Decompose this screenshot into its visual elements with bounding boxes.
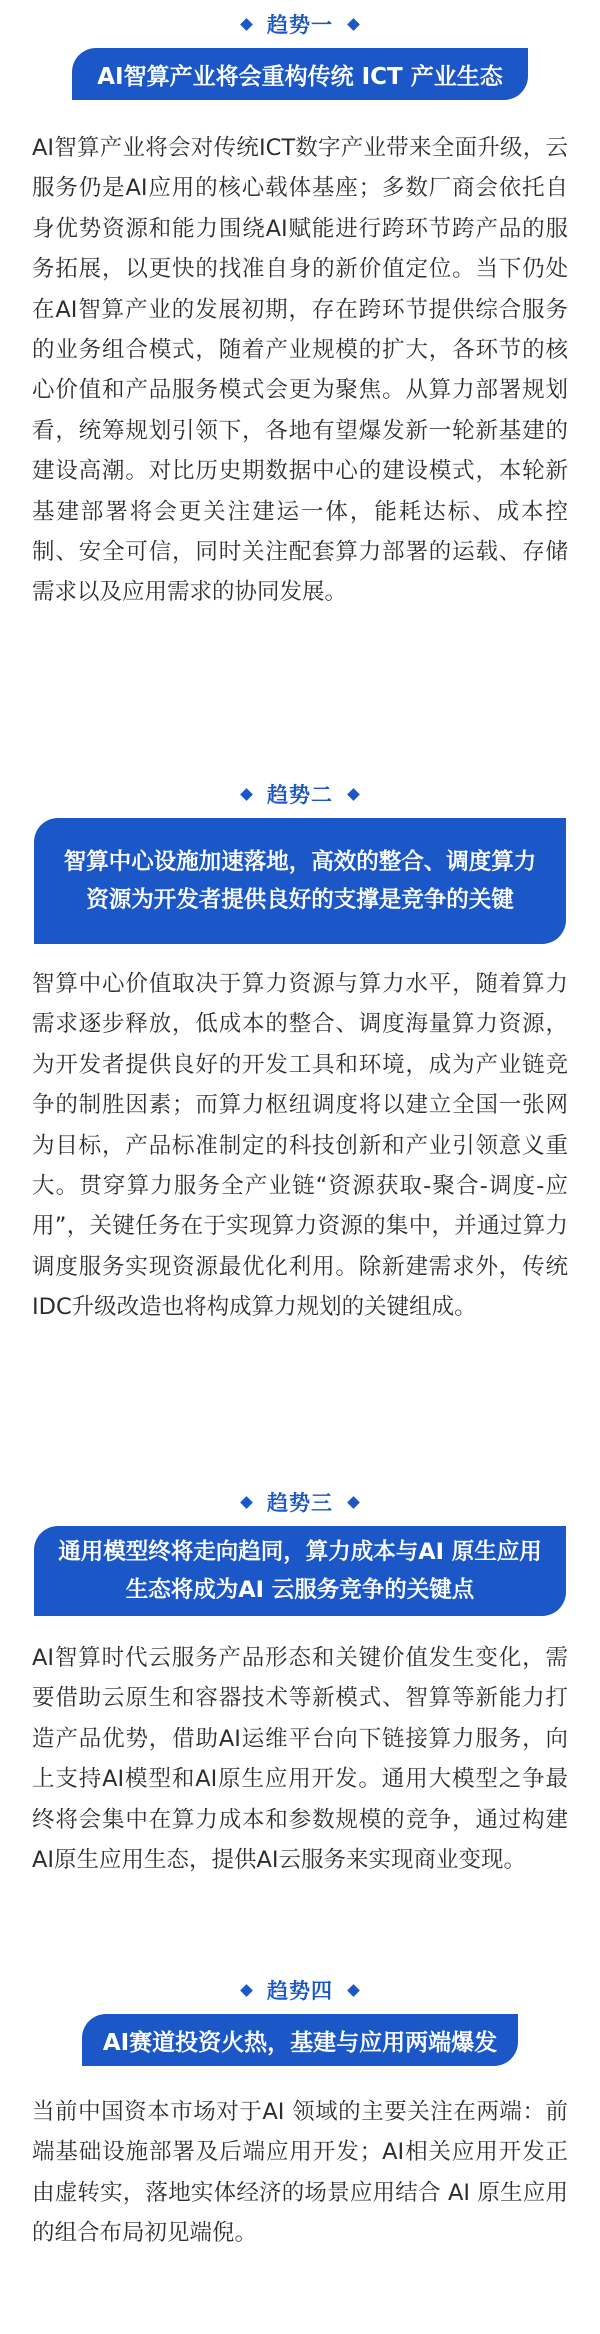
diamond-icon bbox=[240, 1984, 253, 1997]
trend-banner bbox=[34, 818, 566, 944]
diamond-icon bbox=[240, 1496, 253, 1509]
trend-section-2 bbox=[0, 780, 600, 1328]
trend-title: 趋势二 bbox=[267, 783, 333, 807]
diamond-icon bbox=[347, 18, 360, 31]
trend-banner-text: AI智算产业将会重构传统 ICT 产业生态 bbox=[97, 63, 503, 90]
diamond-icon bbox=[347, 788, 360, 801]
trend-label bbox=[0, 1488, 600, 1516]
diamond-icon bbox=[347, 1496, 360, 1509]
diamond-icon bbox=[347, 1984, 360, 1997]
trend-label bbox=[0, 1976, 600, 2004]
trend-title: 趋势一 bbox=[267, 13, 333, 37]
trend-banner-text: 智算中心设施加速落地，高效的整合、调度算力资源为开发者提供良好的支撑是竞争的关键 bbox=[63, 849, 537, 913]
trend-body: AI智算时代云服务产品形态和关键价值发生变化，需要借助云原生和容器技术等新模式、智算等新能力打造产品优势，借助AI运维平台向下链接算力服务，向上支持AI模型和AI原生应用开发。通用大模型之争最终将会集中在算力成本和参数规模的竞争，通过构建AI原生应用生态，提供AI云服务来实现商业变现。 bbox=[32, 1645, 568, 1874]
trend-label bbox=[0, 10, 600, 38]
trend-banner-text: 通用模型终将走向趋同，算力成本与AI 原生应用生态将成为AI 云服务竞争的关键点 bbox=[58, 1539, 542, 1603]
trend-title: 趋势三 bbox=[267, 1491, 333, 1515]
trend-body: 当前中国资本市场对于AI 领域的主要关注在两端：前端基础设施部署及后端应用开发；AI相关应用开发正由虚转实，落地实体经济的场景应用结合 AI 原生应用的组合布局初见端倪。 bbox=[32, 2099, 568, 2247]
trend-banner bbox=[82, 2014, 518, 2066]
trend-banner bbox=[72, 48, 528, 100]
diamond-icon bbox=[240, 18, 253, 31]
trend-body: 智算中心价值取决于算力资源与算力水平，随着算力需求逐步释放，低成本的整合、调度海量算力资源，为开发者提供良好的开发工具和环境，成为产业链竞争的制胜因素；而算力枢纽调度将以建立全国一张网为目标，产品标准制定的科技创新和产业引领意义重大。贯穿算力服务全产业链“资源获取-聚合-调度-应用”，关键任务在于实现算力资源的集中，并通过算力调度服务实现资源最优化利用。除新建需求外，传统IDC升级改造也将构成算力规划的关键组成。 bbox=[32, 971, 568, 1321]
trend-label bbox=[0, 780, 600, 808]
trend-banner bbox=[34, 1526, 566, 1616]
trend-section-4 bbox=[0, 1976, 600, 2254]
trend-section-1 bbox=[0, 10, 600, 613]
diamond-icon bbox=[240, 788, 253, 801]
trend-banner-text: AI赛道投资火热，基建与应用两端爆发 bbox=[102, 2029, 498, 2056]
trend-title: 趋势四 bbox=[267, 1979, 333, 2003]
trend-section-3 bbox=[0, 1488, 600, 1880]
trend-body: AI智算产业将会对传统ICT数字产业带来全面升级，云服务仍是AI应用的核心载体基座；多数厂商会依托自身优势资源和能力围绕AI赋能进行跨环节跨产品的服务拓展，以更快的找准自身的新价值定位。当下仍处在AI智算产业的发展初期，存在跨环节提供综合服务的业务组合模式，随着产业规模的扩大，各环节的核心价值和产品服务模式会更为聚焦。从算力部署规划看，统筹规划引领下，各地有望爆发新一轮新基建的建设高潮。对比历史期数据中心的建设模式，本轮新基建部署将会更关注建运一体，能耗达标、成本控制、安全可信，同时关注配套算力部署的运载、存储需求以及应用需求的协同发展。 bbox=[32, 135, 568, 606]
